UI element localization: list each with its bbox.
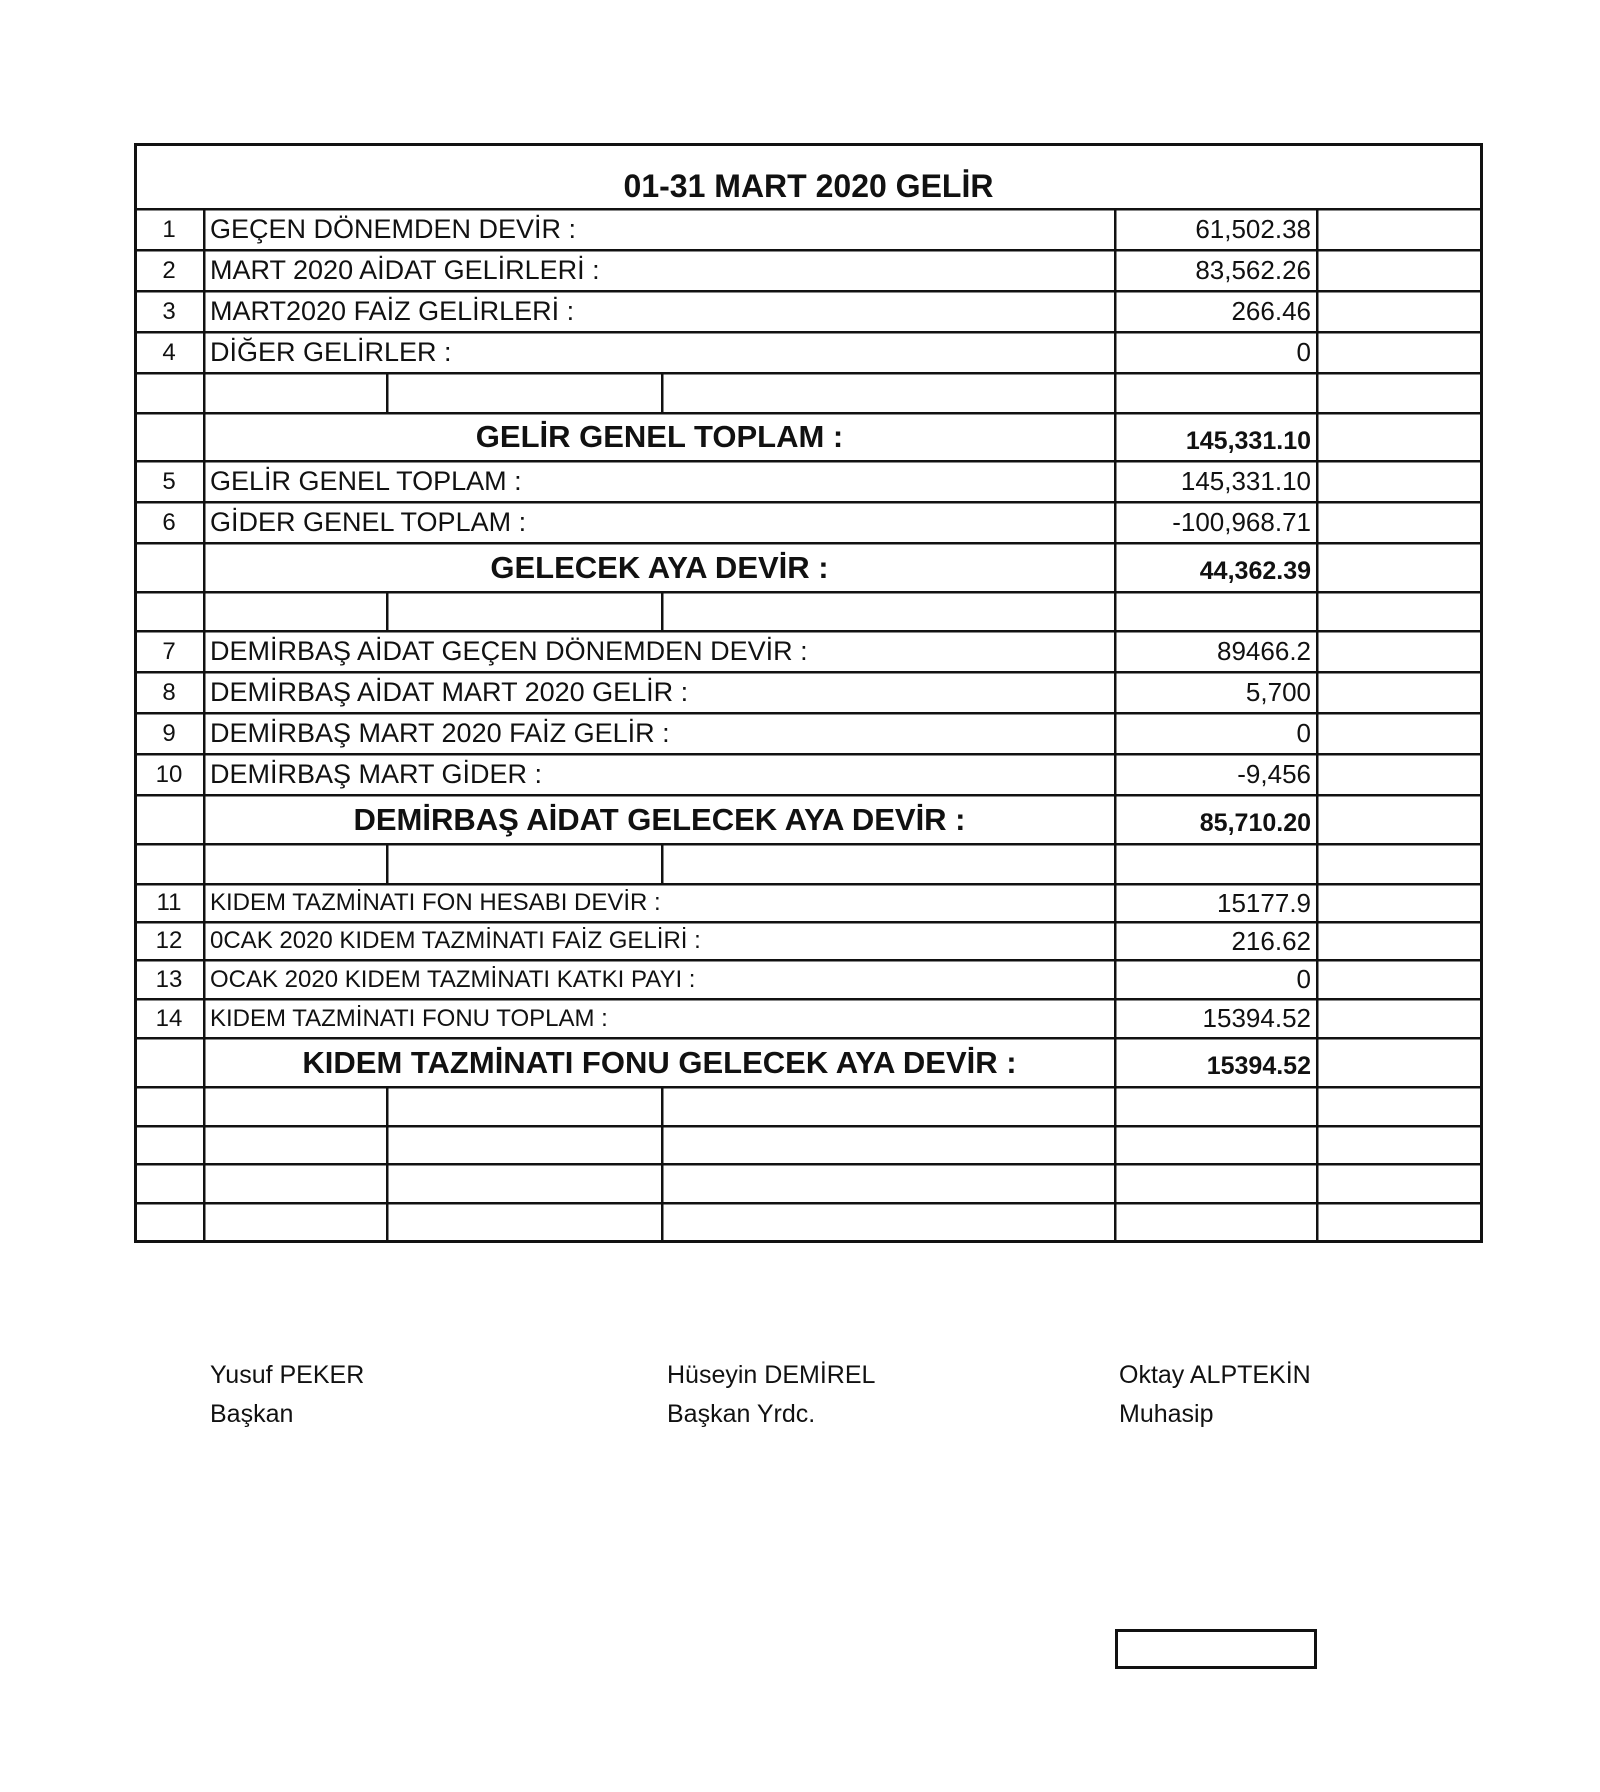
report-title: 01-31 MART 2020 GELİR bbox=[623, 167, 994, 204]
total-label: GELİR GENEL TOPLAM : bbox=[475, 419, 844, 454]
signatory-name: Yusuf PEKER bbox=[210, 1361, 365, 1389]
signature-block bbox=[210, 1356, 364, 1434]
row-amount: 266.46 bbox=[1231, 296, 1311, 326]
row-label: OCAK 2020 KIDEM TAZMİNATI KATKI PAYI : bbox=[210, 965, 696, 993]
row-number: 11 bbox=[156, 889, 182, 916]
row-number: 13 bbox=[155, 965, 183, 993]
signatory-role: Muhasip bbox=[1119, 1400, 1214, 1428]
row-label: DEMİRBAŞ AİDAT MART 2020 GELİR : bbox=[210, 677, 689, 707]
total-label: DEMİRBAŞ AİDAT GELECEK AYA DEVİR : bbox=[353, 801, 966, 837]
row-number: 2 bbox=[162, 256, 176, 284]
row-number: 9 bbox=[162, 719, 176, 747]
signature-block bbox=[667, 1356, 875, 1434]
total-amount: 85,710.20 bbox=[1199, 809, 1311, 837]
row-number: 14 bbox=[155, 1004, 183, 1032]
row-number: 4 bbox=[162, 338, 176, 366]
row-label: KIDEM TAZMİNATI FONU TOPLAM : bbox=[210, 1004, 608, 1032]
row-number: 8 bbox=[162, 678, 176, 706]
row-amount: 0 bbox=[1296, 718, 1311, 748]
signatory-role: Başkan bbox=[210, 1400, 294, 1428]
row-number: 1 bbox=[162, 215, 176, 243]
row-label: 0CAK 2020 KIDEM TAZMİNATI FAİZ GELİRİ : bbox=[210, 927, 701, 954]
row-label: GELİR GENEL TOPLAM : bbox=[210, 466, 522, 496]
signature-block bbox=[1119, 1356, 1311, 1434]
total-amount: 44,362.39 bbox=[1199, 557, 1311, 585]
row-amount: 0 bbox=[1296, 337, 1311, 367]
row-label: DEMİRBAŞ AİDAT GEÇEN DÖNEMDEN DEVİR : bbox=[210, 636, 808, 666]
empty-stamp-box bbox=[1115, 1629, 1317, 1669]
row-label: MART 2020 AİDAT GELİRLERİ : bbox=[210, 255, 600, 285]
total-amount: 15394.52 bbox=[1206, 1052, 1311, 1080]
total-label: KIDEM TAZMİNATI FONU GELECEK AYA DEVİR : bbox=[302, 1044, 1017, 1080]
row-amount: 0 bbox=[1296, 964, 1311, 994]
row-number: 5 bbox=[162, 467, 176, 495]
total-amount: 145,331.10 bbox=[1185, 426, 1311, 455]
row-number: 3 bbox=[162, 297, 176, 325]
row-label: MART2020 FAİZ GELİRLERİ : bbox=[210, 296, 575, 326]
row-number: 10 bbox=[155, 760, 183, 788]
row-number: 12 bbox=[155, 927, 183, 954]
row-amount: 5,700 bbox=[1245, 677, 1311, 707]
row-amount: 15177.9 bbox=[1217, 887, 1311, 918]
row-number: 7 bbox=[162, 637, 176, 665]
row-amount: 83,562.26 bbox=[1195, 255, 1311, 285]
row-amount: 216.62 bbox=[1231, 925, 1311, 956]
signatory-name: Oktay ALPTEKİN bbox=[1119, 1361, 1311, 1389]
row-amount: 145,331.10 bbox=[1180, 466, 1311, 496]
row-number: 6 bbox=[162, 508, 176, 536]
row-amount: -9,456 bbox=[1237, 759, 1311, 789]
row-label: DEMİRBAŞ MART 2020 FAİZ GELİR : bbox=[210, 718, 670, 748]
row-amount: 89466.2 bbox=[1217, 636, 1311, 666]
row-label: GİDER GENEL TOPLAM : bbox=[210, 507, 527, 537]
row-amount: 61,502.38 bbox=[1195, 214, 1311, 244]
row-label: GEÇEN DÖNEMDEN DEVİR : bbox=[210, 214, 577, 244]
row-label: DEMİRBAŞ MART GİDER : bbox=[210, 759, 543, 789]
row-label: DİĞER GELİRLER : bbox=[210, 337, 452, 367]
signatory-name: Hüseyin DEMİREL bbox=[667, 1361, 876, 1389]
signatory-role: Başkan Yrdc. bbox=[667, 1400, 816, 1428]
row-label: KIDEM TAZMİNATI FON HESABI DEVİR : bbox=[210, 889, 661, 916]
row-amount: -100,968.71 bbox=[1172, 507, 1311, 537]
row-amount: 15394.52 bbox=[1202, 1003, 1311, 1033]
financial-report-table bbox=[134, 143, 1483, 1243]
total-label: GELECEK AYA DEVİR : bbox=[490, 549, 829, 585]
